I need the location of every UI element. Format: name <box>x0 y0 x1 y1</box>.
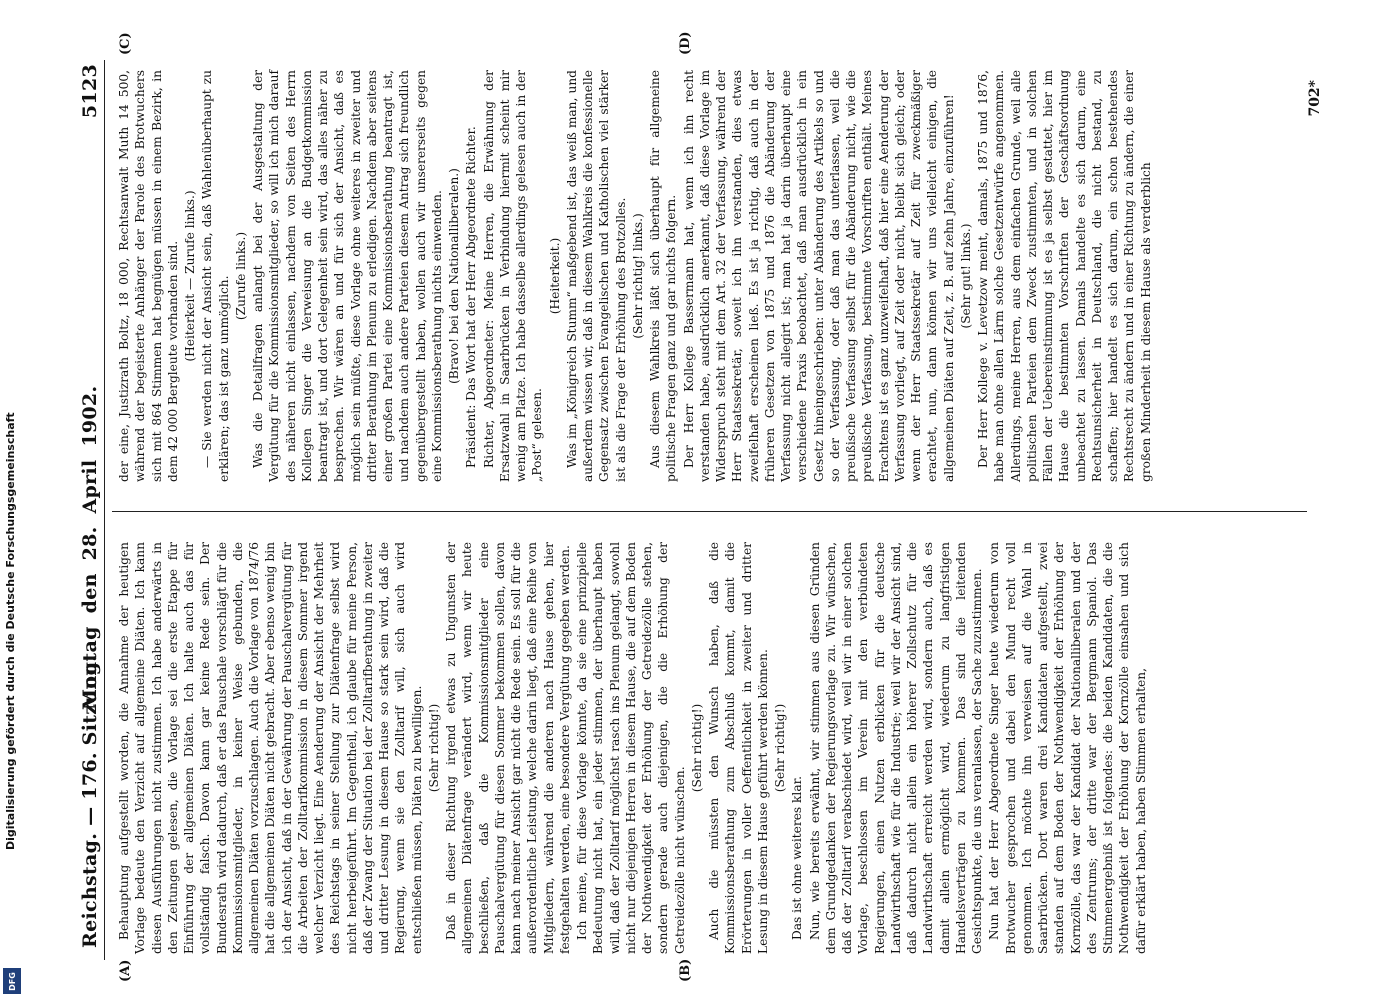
margin-marker-b: (B) <box>678 958 693 982</box>
text-paragraph: Nun hat der Herr Abgeordnete Singer heute wiederum von Brotwucher gesprochen und dabei den Mund recht voll genommen. Ich möchte ihn verweisen auf die Wahl in Saarbrücken. Dort waren drei Kandidaten aufgestellt, zwei standen auf dem Boden der Nothwendigkeit der Erhöhung der Kornzölle, das war der Kandidat der Nationalliberalen und der des Zentrums; der dritte war der Bergmann Spaniol. Das Stimmenergebniß ist folgendes: die beiden Kandidaten, die die Nothwendigkeit der Erhöhung der Kornzölle einsahen und sich dafür erklärt haben, haben Stimmen erhalten, <box>987 542 1148 954</box>
dfg-logo-text: DFG <box>7 971 17 991</box>
stage-direction: (Heiterkeit.) <box>547 237 562 315</box>
text-paragraph: Der Herr Kollege Bassermann hat, wenn ich ihn recht verstanden habe, ausdrücklich anerkannt, daß diese Vorlage im Widerspruch steht mit dem Art. 32 der Verfassung, während der Herr Staatssekretär, soweit ich ihn verstanden, dies etwas zweifelhaft erscheinen ließ. Es ist ja richtig, daß auch in der früheren Gesetzen von 1875 und 1876 die Abänderung der Verfassung nicht allegirt ist; man hat ja darin überhaupt eine verschiedene Praxis beobachtet, daß man ausdrücklich in ein Gesetz hineingeschrieben: unter Abänderung des Artikels so und so der Verfassung, oder daß man das unterlassen, weil die preußische Verfassung selbst für die Abänderung nicht, wie die preußische Verfassung, bestimmte Vorschriften enthält. Meines Erachtens ist es ganz unzweifelhaft, daß hier eine Aenderung der Verfassung vorliegt, auf Zeit oder nicht, bleibt sich gleich; oder wenn der Herr Staatssekretär auf Zeit für zweckmäßiger erachtet, nun, dann können wir uns vielleicht einigen, die allgemeinen Diäten auf Zeit, z. B. auf zehn Jahre, einzuführen! <box>681 70 956 482</box>
page-header <box>78 60 105 960</box>
text-paragraph: Richter, Abgeordneter: Meine Herren, die Erwähnung der Ersatzwahl in Saarbrücken in Verbindung hiermit scheint mir wenig am Platze. Ich habe dasselbe allerdings gelesen auch in der „Post“ gelesen. <box>481 70 545 482</box>
text-paragraph: Behauptung aufgestellt worden, die Annahme der heutigen Vorlage bedeute den Verzicht auf allgemeine Diäten. Ich kann diesen Ausführungen nicht zustimmen. Ich habe anderwärts in den Zeitungen gelesen, die Vorlage sei die erste Etappe für Einführung der allgemeinen Diäten. Ich halte auch das für vollständig falsch. Davon kann gar keine Rede sein. Der Bundesrath wird dadurch, daß er das Pauschale vorschlägt für die Kommissionsmitglieder, in keiner Weise gebunden, die allgemeinen Diäten vorzuschlagen. Auch die Vorlage von 1874/76 hat die allgemeinen Diäten nicht gebracht. Aber ebenso wenig bin ich der Ansicht, daß in der Gewährung der Pauschalvergütung für die Arbeiten der Zolltarifkommission in diesem Sommer irgend welcher Verzicht liegt. Eine Aenderung der Ansicht der Mehrheit des Reichstags in seiner Stellung zur Diätenfrage selbst wird nicht herbeigeführt. Im Gegentheil, ich glaube für meine Person, daß der Zwang der Situation bei der Zolltarifberathung in zweiter und dritter Lesung in diesem Hause so stark sein wird, daß die Regierung, wenn sie den Zolltarif will, sich auch wird entschließen müssen, Diäten zu bewilligen. <box>117 542 424 954</box>
dfg-logo <box>3 968 21 994</box>
text-paragraph: Das ist ohne weiteres klar. <box>790 776 805 940</box>
stage-direction: (Sehr richtig!) <box>426 703 441 793</box>
stage-direction: (Zurufe links.) <box>233 231 248 321</box>
header-page-number: 5123 <box>79 64 101 119</box>
header-date: Montag den 28. April 1902. <box>79 385 101 710</box>
text-paragraph: Was die Detailfragen anlangt bei der Ausgestaltung der Vergütung für die Kommissionsmitglieder, so will ich mich darauf des näheren nicht einlassen, nachdem von Seiten des Herrn Kollegen Singer die Verweisung an die Budgetkommission beantragt ist, und dort Gelegenheit sein wird, das alles näher zu besprechen. Wir wären an und für sich der Ansicht, daß es möglich sein müßte, diese Vorlage ohne weiteres in zweiter und dritter Berathung im Plenum zu erledigen. Nachdem aber seitens einer großen Partei eine Kommissionsberathung beantragt ist, und nachdem auch andere Parteien diesem Antrag sich freundlich gegenübergestellt haben, wollen auch wir unsererseits gegen eine Kommissionsberathung nichts einwenden. <box>251 70 444 482</box>
text-paragraph: Auch die müssten den Wunsch haben, daß die Kommissionsberathung zum Abschluß kommt, damit die Erörterungen in voller Oeffentlichkeit in zweiter und dritter Lesung in diesem Hause geführt werden können. <box>707 542 770 954</box>
left-text-column <box>116 542 1150 954</box>
text-paragraph: Ich meine, für diese Vorlage könnte, da sie eine prinzipielle Bedeutung nicht hat, ein jeder stimmen, der überhaupt haben will, daß der Zolltarif möglichst rasch ins Plenum gelangt, sowohl nicht nur diejenigen Herren in diesem Hause, die auf dem Boden der Nothwendigkeit der Erhöhung der Getreidezölle stehen, sondern gerade auch diejenigen, die die Erhöhung der Getreidezölle nicht wünschen. <box>575 542 687 954</box>
right-text-column <box>116 70 1155 482</box>
text-paragraph: Was im „Königreich Stumm“ maßgebend ist, das weiß man, und außerdem wissen wir, daß in diesem Wahlkreis die konfessionelle Gegensatz zwischen Evangelischen und Katholischen viel stärker ist als die Frage der Erhöhung des Brotzolles. <box>564 70 628 482</box>
text-paragraph: Aus diesem Wahlkreis läßt sich überhaupt für allgemeine politische Fragen ganz und gar nichts folgern. <box>648 70 679 482</box>
text-paragraph: — Sie werden nicht der Ansicht sein, daß Wahlenüberhaupt zu erklären; das ist ganz unmöglich. <box>200 70 231 482</box>
signature-mark: 702* <box>1307 80 1323 117</box>
column-divider <box>112 511 1307 512</box>
header-session: Reichstag. — 176. Sitzung. <box>79 654 101 948</box>
stage-direction: (Heiterkeit — Zurufe links.) <box>183 190 197 362</box>
stage-direction: (Sehr richtig!) <box>773 703 787 793</box>
text-paragraph: Daß in dieser Richtung irgend etwas zu Ungunsten der allgemeinen Diätenfrage verändert wird, wenn wir heute beschließen, daß die Kommissionsmitglieder eine Pauschalvergütung für diesen Sommer bekommen sollen, davon kann nach meiner Ansicht gar nicht die Rede sein. Es soll für die außerordentliche Leistung, welche darin liegt, daß eine Reihe von Mitgliedern, während die anderen nach Hause gehen, hier festgehalten werden, eine besondere Vergütung gegeben werden. <box>444 542 572 954</box>
digitization-credit-text: Digitalisierung gefördert durch die Deutsche Forschungsgemeinschaft <box>4 412 17 850</box>
rotated-document-page <box>78 31 1323 982</box>
speaker-paragraph: Präsident: Das Wort hat der Herr Abgeordnete Richter. <box>464 126 479 468</box>
stage-direction: (Bravo! bei den Nationalliberalen.) <box>447 168 461 384</box>
margin-marker-c: (C) <box>118 32 133 55</box>
stage-direction: (Sehr gut! links.) <box>958 223 973 329</box>
stage-direction: (Sehr richtig! links.) <box>630 213 645 339</box>
margin-marker-a: (A) <box>118 959 133 982</box>
stage-direction: (Sehr richtig!) <box>689 703 704 793</box>
text-paragraph: Nun, wie bereits erwähnt, wir stimmen aus diesen Gründen dem Grundgedanken der Regierungsvorlage zu. Wir wünschen, daß der Zolltarif verabschiedet wird, weil wir in einer solchen Vorlage, beschlossen im Verein mit den verbündeten Regierungen, einen Nutzen erblicken für die deutsche Landwirthschaft wie für die Industrie; weil wir der Ansicht sind, daß dadurch nicht allein ein höherer Zollschutz für die Landwirthschaft erreicht werden wird, sondern auch, daß es damit allein ermöglicht wird, wiederum zu langfristigen Handelsverträgen zu kommen. Das sind die leitenden Gesichtspunkte, die uns veranlassen, der Sache zuzustimmen. <box>807 542 984 954</box>
text-paragraph: Der Herr Kollege v. Levetzow meint, damals, 1875 und 1876, habe man ohne allen Lärm solche Gesetzentwürfe angenommen. Allerdings, meine Herren, aus dem einfachen Grunde, weil alle politischen Parteien dem Zweck zustimmten, und in solchen Fällen der Uebereinstimmung ist es ja selbst gestattet, hier im Hause die bestimmten Vorschriften der Geschäftsordnung unbeachtet zu lassen. Damals handelte es sich darum, eine Rechtsunsicherheit in Deutschland, die nicht bestand, zu schaffen; hier handelt es sich darum, ein schon bestehendes Rechtsrecht zu ändern und in einer Richtung zu ändern, die einer großen Minderheit in diesem Hause als verderblich <box>976 70 1153 482</box>
digitization-credit <box>4 150 24 850</box>
text-paragraph: der eine, Justizrath Boltz, 18 000, Rechtsanwalt Muth 14 500, während der begeisterte Anhänger der Parole des Brotwuchers sich mit 864 Stimmen hat begnügen müssen in einem Bezirk, in dem 42 000 Bergleute vorhanden sind. <box>117 70 180 482</box>
margin-marker-d: (D) <box>678 31 693 55</box>
